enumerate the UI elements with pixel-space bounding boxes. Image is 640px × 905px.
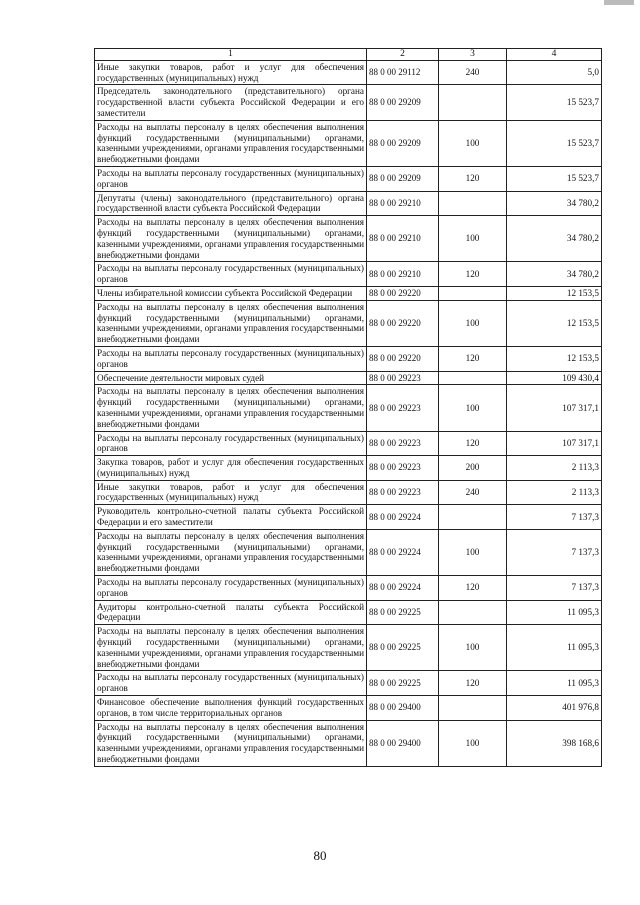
table-row [95,480,602,505]
row-amount: 12 153,5 [507,300,602,346]
row-code: 88 0 00 29209 [367,120,439,166]
table-row [95,600,602,625]
row-amount: 15 523,7 [507,166,602,191]
row-expense-type: 100 [439,216,507,262]
row-amount: 109 430,4 [507,371,602,385]
row-code: 88 0 00 29220 [367,300,439,346]
row-code: 88 0 00 29400 [367,696,439,721]
table-row [95,262,602,287]
row-description: Расходы на выплаты персоналу государственных (муниципальных) органов [95,262,367,287]
row-code: 88 0 00 29220 [367,346,439,371]
row-description: Расходы на выплаты персоналу государственных (муниципальных) органов [95,166,367,191]
row-expense-type: 100 [439,120,507,166]
table-row [95,166,602,191]
row-expense-type [439,505,507,530]
row-expense-type: 120 [439,166,507,191]
row-description: Расходы на выплаты персоналу в целях обеспечения выполнения функций государственными (муниципальными) органами, казенными учреждениями, органами управления государственными внебюджетными фондами [95,625,367,671]
row-description: Депутаты (члены) законодательного (представительного) органа государственной власти субъекта Российской Федерации [95,191,367,216]
row-amount: 15 523,7 [507,120,602,166]
row-expense-type: 240 [439,60,507,85]
table-row [95,385,602,431]
row-description: Расходы на выплаты персоналу государственных (муниципальных) органов [95,431,367,456]
row-code: 88 0 00 29209 [367,166,439,191]
row-code: 88 0 00 29225 [367,625,439,671]
scan-artifact [604,0,634,5]
row-description: Руководитель контрольно-счетной палаты субъекта Российской Федерации и его заместители [95,505,367,530]
row-expense-type: 100 [439,625,507,671]
row-expense-type [439,85,507,120]
table-row [95,505,602,530]
table-row [95,85,602,120]
table-row [95,720,602,766]
table-row [95,529,602,575]
row-code: 88 0 00 29220 [367,286,439,300]
row-description: Обеспечение деятельности мировых судей [95,371,367,385]
row-amount: 5,0 [507,60,602,85]
row-description: Аудиторы контрольно-счетной палаты субъекта Российской Федерации [95,600,367,625]
table-header-row [95,49,602,61]
row-description: Расходы на выплаты персоналу в целях обеспечения выполнения функций государственными (муниципальными) органами, казенными учреждениями, органами управления государственными внебюджетными фондами [95,300,367,346]
row-description: Расходы на выплаты персоналу государственных (муниципальных) органов [95,346,367,371]
table-row [95,671,602,696]
row-expense-type: 120 [439,262,507,287]
row-description: Расходы на выплаты персоналу государственных (муниципальных) органов [95,576,367,601]
row-code: 88 0 00 29210 [367,262,439,287]
row-code: 88 0 00 29210 [367,216,439,262]
table-row [95,576,602,601]
row-amount: 398 168,6 [507,720,602,766]
table-row [95,625,602,671]
row-amount: 7 137,3 [507,576,602,601]
row-amount: 11 095,3 [507,625,602,671]
header-cell-4: 4 [507,49,602,61]
row-amount: 15 523,7 [507,85,602,120]
row-amount: 11 095,3 [507,600,602,625]
page-number: 80 [313,848,327,863]
row-description: Расходы на выплаты персоналу в целях обеспечения выполнения функций государственными (муниципальными) органами, казенными учреждениями, органами управления государственными внебюджетными фондами [95,529,367,575]
row-expense-type: 240 [439,480,507,505]
row-amount: 12 153,5 [507,346,602,371]
row-expense-type [439,600,507,625]
table-row [95,120,602,166]
row-expense-type: 100 [439,529,507,575]
header-cell-2: 2 [367,49,439,61]
row-code: 88 0 00 29223 [367,385,439,431]
table-row [95,60,602,85]
table-row [95,300,602,346]
header-cell-3: 3 [439,49,507,61]
row-description: Расходы на выплаты персоналу в целях обеспечения выполнения функций государственными (муниципальными) органами, казенными учреждениями, органами управления государственными внебюджетными фондами [95,120,367,166]
row-expense-type [439,191,507,216]
row-expense-type: 120 [439,576,507,601]
row-code: 88 0 00 29223 [367,371,439,385]
row-expense-type [439,696,507,721]
row-amount: 34 780,2 [507,191,602,216]
row-code: 88 0 00 29224 [367,529,439,575]
table-row [95,216,602,262]
row-amount: 12 153,5 [507,286,602,300]
row-amount: 401 976,8 [507,696,602,721]
row-expense-type: 120 [439,346,507,371]
table-row [95,696,602,721]
row-description: Председатель законодательного (представительного) органа государственной власти субъекта Российской Федерации и его заместители [95,85,367,120]
row-code: 88 0 00 29224 [367,505,439,530]
row-code: 88 0 00 29223 [367,480,439,505]
row-expense-type: 200 [439,456,507,481]
row-description: Расходы на выплаты персоналу в целях обеспечения выполнения функций государственными (муниципальными) органами, казенными учреждениями, органами управления государственными внебюджетными фондами [95,720,367,766]
row-description: Закупка товаров, работ и услуг для обеспечения государственных (муниципальных) нужд [95,456,367,481]
table-row [95,191,602,216]
row-amount: 2 113,3 [507,480,602,505]
row-description: Расходы на выплаты персоналу государственных (муниципальных) органов [95,671,367,696]
row-code: 88 0 00 29225 [367,600,439,625]
table-row [95,431,602,456]
row-code: 88 0 00 29209 [367,85,439,120]
header-cell-1: 1 [95,49,367,61]
row-description: Члены избирательной комиссии субъекта Российской Федерации [95,286,367,300]
row-expense-type [439,371,507,385]
row-description: Иные закупки товаров, работ и услуг для обеспечения государственных (муниципальных) нужд [95,480,367,505]
row-code: 88 0 00 29223 [367,456,439,481]
row-expense-type: 100 [439,720,507,766]
row-expense-type [439,286,507,300]
row-amount: 34 780,2 [507,262,602,287]
row-amount: 7 137,3 [507,529,602,575]
row-description: Финансовое обеспечение выполнения функций государственных органов, в том числе территориальных органов [95,696,367,721]
row-code: 88 0 00 29223 [367,431,439,456]
row-amount: 11 095,3 [507,671,602,696]
row-description: Иные закупки товаров, работ и услуг для обеспечения государственных (муниципальных) нужд [95,60,367,85]
table-row [95,456,602,481]
row-amount: 7 137,3 [507,505,602,530]
row-code: 88 0 00 29400 [367,720,439,766]
row-code: 88 0 00 29224 [367,576,439,601]
row-expense-type: 100 [439,385,507,431]
row-expense-type: 120 [439,671,507,696]
table-row [95,286,602,300]
row-expense-type: 100 [439,300,507,346]
row-expense-type: 120 [439,431,507,456]
row-description: Расходы на выплаты персоналу в целях обеспечения выполнения функций государственными (муниципальными) органами, казенными учреждениями, органами управления государственными внебюджетными фондами [95,216,367,262]
row-amount: 2 113,3 [507,456,602,481]
table-row [95,346,602,371]
table-row [95,371,602,385]
row-code: 88 0 00 29210 [367,191,439,216]
row-amount: 107 317,1 [507,431,602,456]
row-amount: 34 780,2 [507,216,602,262]
budget-table [94,48,602,767]
row-description: Расходы на выплаты персоналу в целях обеспечения выполнения функций государственными (муниципальными) органами, казенными учреждениями, органами управления государственными внебюджетными фондами [95,385,367,431]
row-amount: 107 317,1 [507,385,602,431]
row-code: 88 0 00 29112 [367,60,439,85]
row-code: 88 0 00 29225 [367,671,439,696]
